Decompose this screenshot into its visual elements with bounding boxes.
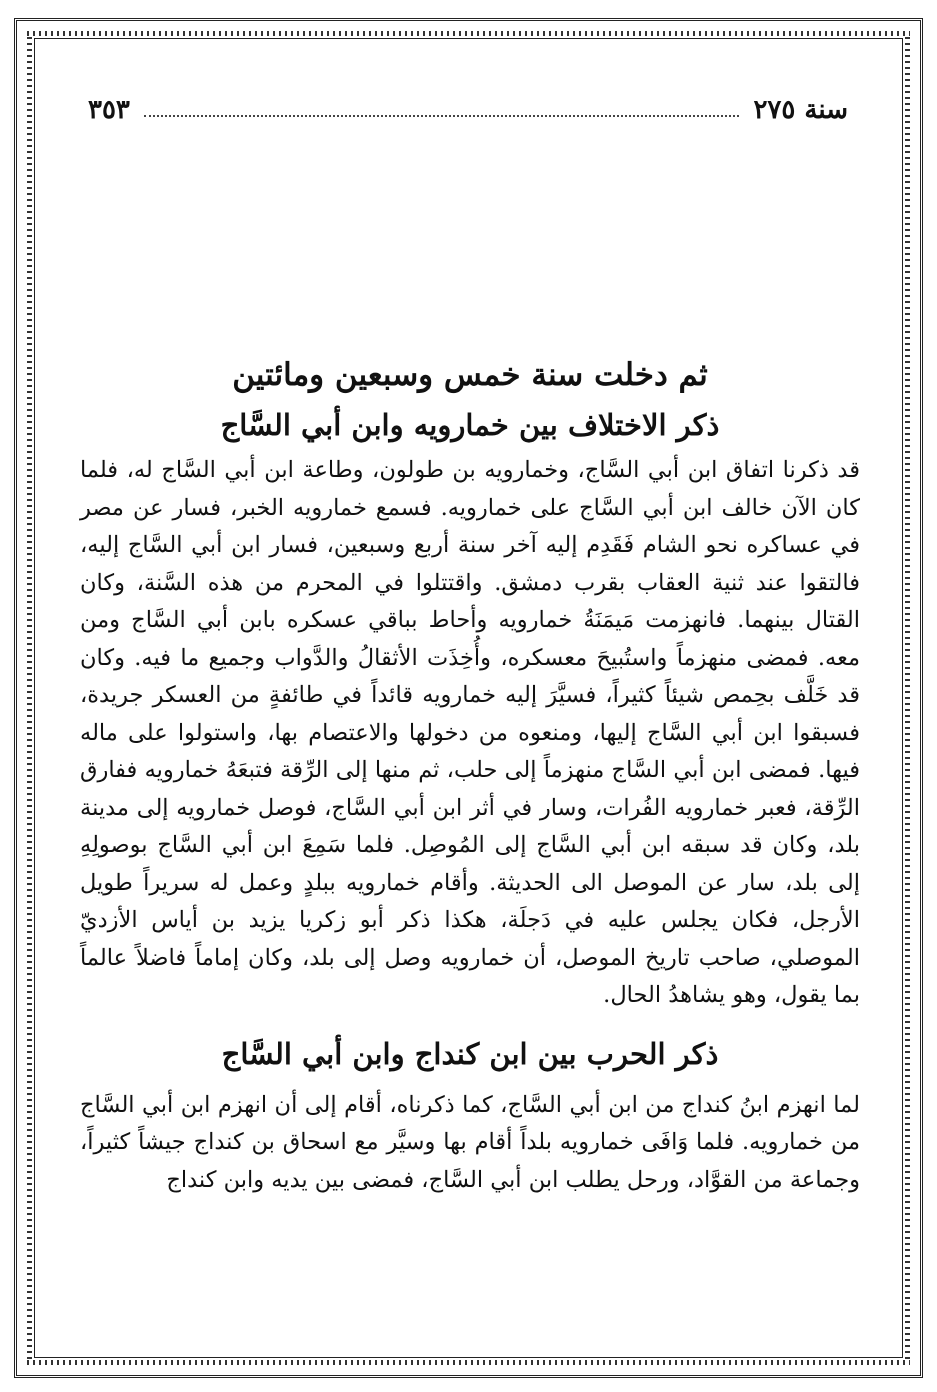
page-content — [80, 350, 860, 1199]
section-body: لما انهزم ابنُ كنداج من ابن أبي السَّاج، كما ذكرناه، أقام إلى أن انهزم ابن أبي السَّاج من خمارويه. فلما وَافَى خمارويه بلداً أقام بها وسيَّر مع اسحاق بن كنداج جيشاً كثيراً، وجماعة من القوَّاد، ورحل يطلب ابن أبي السَّاج، فمضى بين يديه وابن كنداج — [80, 1091, 860, 1193]
running-head — [88, 92, 848, 128]
year-heading: ثم دخلت سنة خمس وسبعين ومائتين — [232, 357, 708, 393]
running-head-year: سنة ٢٧٥ — [753, 95, 848, 125]
section-title: ذكر الاختلاف بين خمارويه وابن أبي السَّاج — [220, 408, 720, 442]
page-number: ٣٥٣ — [88, 95, 130, 125]
dotted-leader — [144, 115, 740, 117]
section-body: قد ذكرنا اتفاق ابن أبي السَّاج، وخمارويه بن طولون، وطاعة ابن أبي السَّاج له، فلما كان الآن خالف ابن أبي السَّاج على خمارويه. فسمع خمارويه الخبر، فسار عن مصر في عساكره نحو الشام فَقَدِم إليه آخر سنة أربع وسبعين، فسار ابن أبي السَّاج إليه، فالتقوا عند ثنية العقاب بقرب دمشق. واقتتلوا في المحرم من هذه السَّنة، وكان القتال بينهما. فانهزمت مَيمَنَةُ خمارويه وأحاط بباقي عسكره بابن أبي السَّاج ومن معه. فمضى منهزماً واستُبيحَ معسكره، وأُخِذَت الأثقالُ والدَّواب وجميع ما فيه. وكان قد خَلَّف بحِمص شيئاً كثيراً، فسيَّرَ إليه خمارويه قائداً في طائفةٍ من العسكر جريدة، فسبقوا ابن أبي السَّاج إليها، ومنعوه من دخولها والاعتصام بها، واستولوا على ماله فيها. فمضى ابن أبي السَّاج منهزماً إلى حلب، ثم منها إلى الرِّقة فتبعَهُ خمارويه ففارق الرِّقة، فعبر خمارويه الفُرات، وسار في أثر ابن أبي السَّاج، فوصل خمارويه إلى مدينة بلد، وكان قد سبقه ابن أبي السَّاج إلى المُوصِل. فلما سَمِعَ ابن أبي السَّاج بوصولِهِ إلى بلد، سار عن الموصل الى الحديثة. وأقام خمارويه ببلدٍ وعمل له سريراً طويل الأرجل، فكان يجلس عليه في دَجلَة، هكذا ذكر أبو زكريا يزيد بن أياس الأزديّ الموصلي، صاحب تاريخ الموصل، أن خمارويه وصل إلى بلد، وكان إماماً فاضلاً عالماً بما يقول، وهو يشاهدُ الحال. — [80, 457, 860, 1008]
section-title: ذكر الحرب بين ابن كنداج وابن أبي السَّاج — [221, 1036, 719, 1071]
